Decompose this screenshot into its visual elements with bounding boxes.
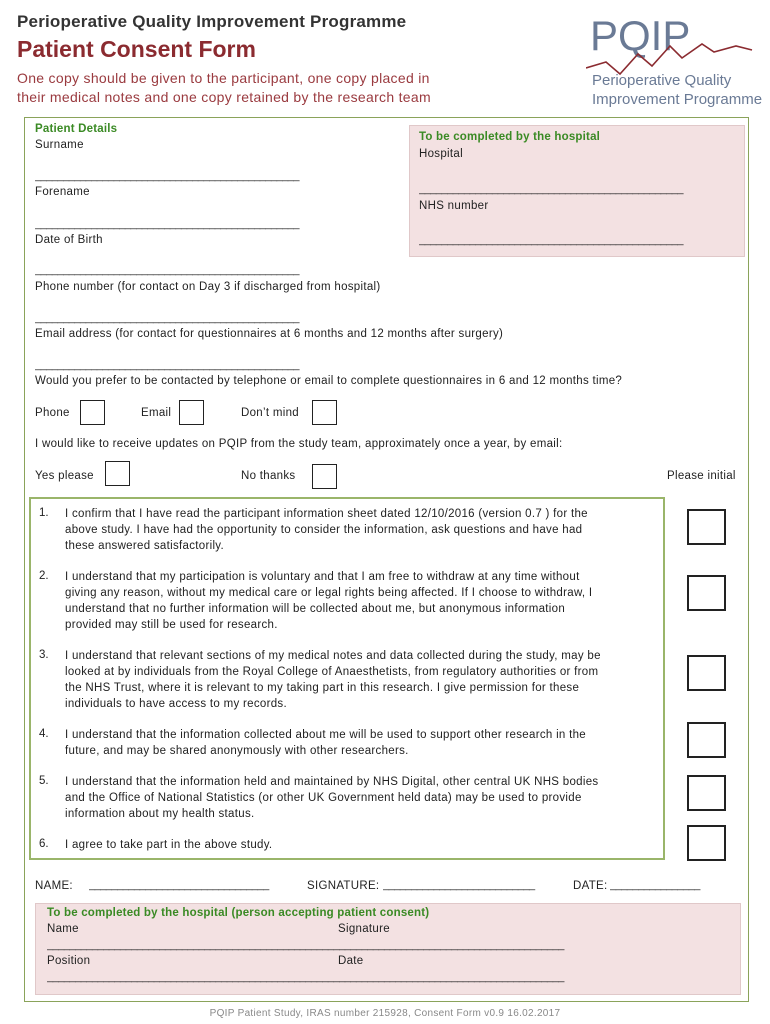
consent-item-number: 6. bbox=[39, 838, 49, 850]
consent-item-5: I understand that the information held and maintained by NHS Digital, other central UK NHS bodies and the Office of National Statistics (or other UK Government held data) may be used to provide information about my health status. bbox=[65, 776, 599, 820]
staff-signature-label: Signature bbox=[338, 923, 390, 935]
dont-mind-option-checkbox[interactable] bbox=[312, 400, 337, 425]
initial-box-6[interactable] bbox=[687, 825, 726, 861]
instructions-line-2: their medical notes and one copy retained by the research team bbox=[17, 89, 431, 105]
consent-item-6: I agree to take part in the above study. bbox=[65, 839, 273, 851]
surname-field[interactable]: _______________________________________________ bbox=[35, 170, 300, 182]
programme-title: Perioperative Quality Improvement Programme bbox=[17, 12, 407, 31]
logo-line-2: Improvement Programme bbox=[592, 91, 763, 108]
forename-field[interactable]: _______________________________________________ bbox=[35, 218, 300, 230]
initial-box-4[interactable] bbox=[687, 722, 726, 758]
consent-item-3: I understand that relevant sections of my medical notes and data collected during the study, may be looked at by individuals from the Royal College of Anaesthetists, from regulatory authorities or from the NHS Trust, where it is relevant to my taking part in this research. I give permission for these individuals to have access to my records. bbox=[65, 650, 601, 710]
phone-label: Phone number (for contact on Day 3 if discharged from hospital) bbox=[35, 281, 381, 293]
staff-date-label: Date bbox=[338, 955, 364, 967]
initial-box-3[interactable] bbox=[687, 655, 726, 691]
email-field[interactable]: _______________________________________________ bbox=[35, 359, 300, 371]
staff-heading: To be completed by the hospital (person accepting patient consent) bbox=[47, 907, 430, 919]
signature-field[interactable]: ___________________________ bbox=[383, 879, 535, 891]
phone-option-label: Phone bbox=[35, 407, 70, 419]
phone-option-checkbox[interactable] bbox=[80, 400, 105, 425]
name-field[interactable]: ________________________________ bbox=[89, 879, 269, 891]
surname-label: Surname bbox=[35, 139, 84, 151]
phone-field[interactable]: _______________________________________________ bbox=[35, 312, 300, 324]
dob-label: Date of Birth bbox=[35, 234, 103, 246]
initial-box-1[interactable] bbox=[687, 509, 726, 545]
form-title: Patient Consent Form bbox=[17, 36, 256, 62]
patient-details-heading: Patient Details bbox=[35, 123, 118, 135]
dont-mind-option-label: Don’t mind bbox=[241, 407, 299, 419]
updates-question: I would like to receive updates on PQIP from the study team, approximately once a year, by email: bbox=[35, 438, 563, 450]
no-thanks-checkbox[interactable] bbox=[312, 464, 337, 489]
instructions-line-1: One copy should be given to the participant, one copy placed in bbox=[17, 70, 430, 86]
nhs-number-field[interactable]: _______________________________________________ bbox=[419, 234, 684, 246]
consent-item-number: 4. bbox=[39, 728, 49, 740]
hospital-heading: To be completed by the hospital bbox=[419, 131, 601, 143]
please-initial-label: Please initial bbox=[667, 470, 736, 482]
consent-item-number: 3. bbox=[39, 649, 49, 661]
nhs-number-label: NHS number bbox=[419, 200, 489, 212]
contact-preference-question: Would you prefer to be contacted by telephone or email to complete questionnaires in 6 and 12 months time? bbox=[35, 375, 623, 387]
staff-name-label: Name bbox=[47, 923, 79, 935]
initial-box-5[interactable] bbox=[687, 775, 726, 811]
email-label: Email address (for contact for questionnaires at 6 months and 12 months after surgery) bbox=[35, 328, 504, 340]
footer: PQIP Patient Study, IRAS number 215928, Consent Form v0.9 16.02.2017 bbox=[209, 1008, 561, 1019]
staff-name-signature-field[interactable]: ____________________________________________________________________________________________ bbox=[47, 939, 564, 951]
consent-item-1: I confirm that I have read the participant information sheet dated 12/10/2016 (version 0.7 ) for the above study. I have had the opportunity to consider the information, ask questions and have had these answered satisfactorily. bbox=[65, 508, 588, 552]
consent-item-2: I understand that my participation is voluntary and that I am free to withdraw at any time without giving any reason, without my medical care or legal rights being affected. If I choose to withdraw, I understand that no further information will be collected about me, but anonymous information provided may still be used for research. bbox=[65, 571, 593, 631]
yes-please-checkbox[interactable] bbox=[105, 461, 130, 486]
staff-position-label: Position bbox=[47, 955, 91, 967]
hospital-label: Hospital bbox=[419, 148, 463, 160]
staff-position-date-field[interactable]: ____________________________________________________________________________________________ bbox=[47, 971, 564, 983]
yes-please-label: Yes please bbox=[35, 470, 94, 482]
email-option-label: Email bbox=[141, 407, 172, 419]
hospital-field[interactable]: _______________________________________________ bbox=[419, 183, 684, 195]
name-label: NAME: bbox=[35, 880, 73, 892]
date-field[interactable]: ________________ bbox=[610, 879, 700, 891]
consent-item-4: I understand that the information collected about me will be used to support other research in the future, and may be shared anonymously with other researchers. bbox=[65, 729, 586, 757]
initial-box-2[interactable] bbox=[687, 575, 726, 611]
no-thanks-label: No thanks bbox=[241, 470, 296, 482]
consent-item-number: 5. bbox=[39, 775, 49, 787]
dob-field[interactable]: _______________________________________________ bbox=[35, 264, 300, 276]
consent-item-number: 2. bbox=[39, 570, 49, 582]
signature-label: SIGNATURE: bbox=[307, 880, 380, 892]
logo-acronym: PQIP bbox=[590, 12, 691, 59]
consent-item-number: 1. bbox=[39, 507, 49, 519]
date-label: DATE: bbox=[573, 880, 608, 892]
email-option-checkbox[interactable] bbox=[179, 400, 204, 425]
logo-line-1: Perioperative Quality bbox=[592, 72, 732, 89]
forename-label: Forename bbox=[35, 186, 90, 198]
